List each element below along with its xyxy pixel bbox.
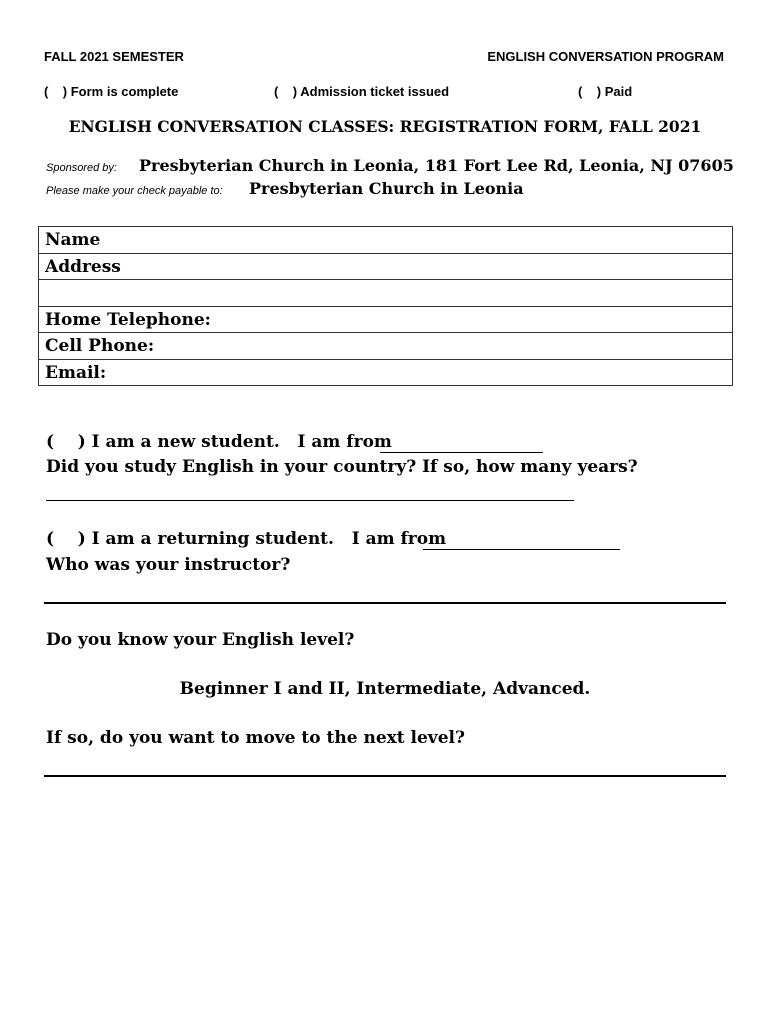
address-label: Address	[45, 256, 121, 277]
new-student-line[interactable]: ( ) I am a new student. I am from	[46, 432, 392, 452]
address-line2-field[interactable]	[39, 280, 732, 307]
years-answer-blank[interactable]	[46, 500, 574, 501]
admission-ticket-check[interactable]: ( ) Admission ticket issued	[274, 84, 450, 99]
semester-label: FALL 2021 SEMESTER	[44, 49, 184, 64]
name-label: Name	[45, 230, 101, 250]
next-level-question: If so, do you want to move to the next level?	[46, 728, 465, 748]
payable-label: Please make your check payable to:	[46, 185, 223, 197]
email-label: Email:	[45, 362, 107, 383]
home-telephone-field[interactable]	[39, 307, 732, 334]
sponsor-value: Presbyterian Church in Leonia, 181 Fort Lee Rd, Leonia, NJ 07605	[139, 156, 734, 175]
level-question: Do you know your English level?	[46, 630, 355, 650]
form-title: ENGLISH CONVERSATION CLASSES: REGISTRATION FORM, FALL 2021	[68, 117, 702, 136]
address-field[interactable]	[39, 254, 732, 281]
level-options: Beginner I and II, Intermediate, Advanced.	[179, 679, 591, 699]
email-field[interactable]	[39, 360, 732, 387]
sponsor-label: Sponsored by:	[46, 162, 117, 174]
home-telephone-label: Home Telephone:	[45, 309, 211, 330]
name-field[interactable]	[39, 227, 732, 254]
instructor-question: Who was your instructor?	[46, 555, 291, 575]
contact-info-table	[38, 226, 733, 386]
cell-phone-field[interactable]	[39, 333, 732, 360]
paid-check[interactable]: ( ) Paid	[578, 84, 633, 99]
returning-student-line[interactable]: ( ) I am a returning student. I am from	[46, 529, 447, 549]
program-label: ENGLISH CONVERSATION PROGRAM	[487, 49, 724, 64]
next-level-answer-line[interactable]	[44, 775, 726, 777]
cell-phone-label: Cell Phone:	[45, 336, 155, 356]
instructor-answer-line[interactable]	[44, 602, 726, 604]
payable-value: Presbyterian Church in Leonia	[249, 179, 524, 198]
form-complete-check[interactable]: ( ) Form is complete	[44, 84, 179, 99]
returning-from-blank[interactable]	[423, 549, 620, 550]
new-student-from-blank[interactable]	[380, 452, 543, 453]
new-student-years-question: Did you study English in your country? If so, how many years?	[46, 457, 638, 477]
